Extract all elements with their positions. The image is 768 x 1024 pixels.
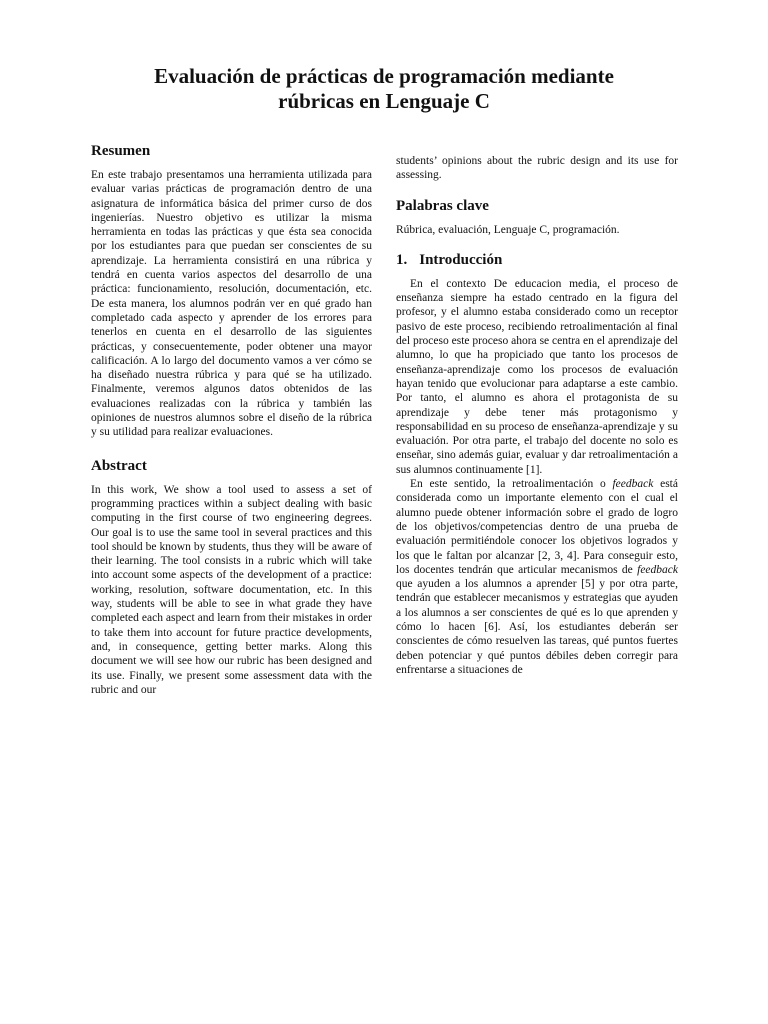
keywords-heading: Palabras clave — [396, 197, 489, 214]
intro-paragraph-1: En el contexto De educacion media, el proceso de enseñanza siempre ha estado centrado en la figura del profesor, y el alumno estaba considerado como un receptor pasivo de este proceso, recibiendo retroalimentación al final del proceso este proceso ahora se centra en el aprendizaje del alumno, lo que ha propiciado que tanto los procesos de enseñanza-aprendizaje como los procesos de evaluación hayan tenido que evolucionar para adaptarse a este cambio. Por tanto, el alumno es ahora el protagonista de su aprendizaje y debe tener más protagonismo y responsabilidad en su proceso de enseñanza-aprendizaje y su evaluación. Por otra parte, el trabajo del docente no solo es enseñar, sino además guiar, evaluar y dar retroalimentación a sus alumnos continuamente [1]. — [396, 277, 678, 476]
feedback-term: feedback — [612, 478, 654, 491]
intro-paragraph-2-text-a: En este sentido, la retroalimentación o — [410, 478, 613, 491]
right-column — [396, 154, 678, 677]
abstract-body-continued: students’ opinions about the rubric design and its use for assessing. — [396, 155, 678, 182]
paper-title-line-1: Evaluación de prácticas de programación mediante — [154, 64, 614, 88]
section-title: Introducción — [419, 251, 503, 268]
resumen-heading: Resumen — [91, 143, 151, 159]
keywords-body: Rúbrica, evaluación, Lenguaje C, programación. — [396, 223, 620, 236]
section-number: 1. — [396, 251, 408, 268]
paper-title — [80, 64, 688, 114]
abstract-body: In this work, We show a tool used to assess a set of programming practices within a subject dealing with basic computing in the first course of two engineering degrees. Our goal is to use the same tool in several practices and this tool should be known by students, thus they will be aware of their learning. The tool consists in a rubric which will take into account some aspects of the development of a practice: working, resolution, software documentation, etc. In this way, students will be able to see in what grade they have completed each aspect and learn from their mistakes in order to take them into account for future practice developments, and, in consequence, getting better marks. Along this document we will see how our rubric has been designed and its use. Finally, we present some assessment data with the rubric and our — [91, 483, 372, 696]
resumen-body: En este trabajo presentamos una herramienta utilizada para evaluar varias prácticas de programación dentro de una asignatura de informática básica del primer curso de dos ingenierías. Nuestro objetivo es utilizar la misma herramienta en todas las prácticas y que ésta sea conocida por los estudiantes para que puedan ser conscientes de su aprendizaje. La herramienta consistirá en una rúbrica y tendrá en cuenta varios aspectos del desarrollo de una práctica: funcionamiento, resolución, documentación, etc. De esta manera, los alumnos podrán ver en qué grado han completado cada aspecto y aprender de los errores para tenerlos en cuenta en el desarrollo de las siguientes prácticas, y consecuentemente, poder obtener una mayor calificación. A lo largo del documento vamos a ver cómo se ha diseñado nuestra rúbrica y para qué se ha utilizado. Finalmente, veremos algunos datos obtenidos de las evaluaciones realizadas con la rúbrica y también las opiniones de nuestros alumnos sobre el diseño de la rúbrica y su utilidad para realizar evaluaciones. — [91, 169, 372, 439]
intro-paragraph-2-text-b: está considerada como un importante elemento con el cual el alumno puede obtener información sobre el grado de logro de los objetivos/competencias dentro de una prueba de evaluación permitiéndole conocer los objetivos logrados y los que le faltan por alcanzar [2, 3, 4]. Para conseguir esto, los docentes tendrán que articular mecanismos de — [396, 478, 678, 576]
feedback-term: feedback — [637, 563, 678, 576]
abstract-heading: Abstract — [91, 457, 147, 474]
paper-title-line-2: rúbricas en Lenguaje C — [278, 89, 490, 113]
left-column — [91, 142, 372, 697]
introduction-heading — [396, 251, 678, 269]
intro-paragraph-2 — [396, 477, 678, 677]
intro-paragraph-2-text-c: que ayuden a los alumnos a aprender [5] y por otra parte, tendrán que establecer mecanismos y estrategias que ayuden a los alumnos a ser conscientes de qué es lo que aprenden y cómo lo hacen [6]. Así, los estudiantes deberán ser conscientes de cómo resuelven las tareas, qué puntos fuertes deben potenciar y qué puntos débiles deben corregir para enfrentarse a situaciones de — [396, 578, 678, 676]
